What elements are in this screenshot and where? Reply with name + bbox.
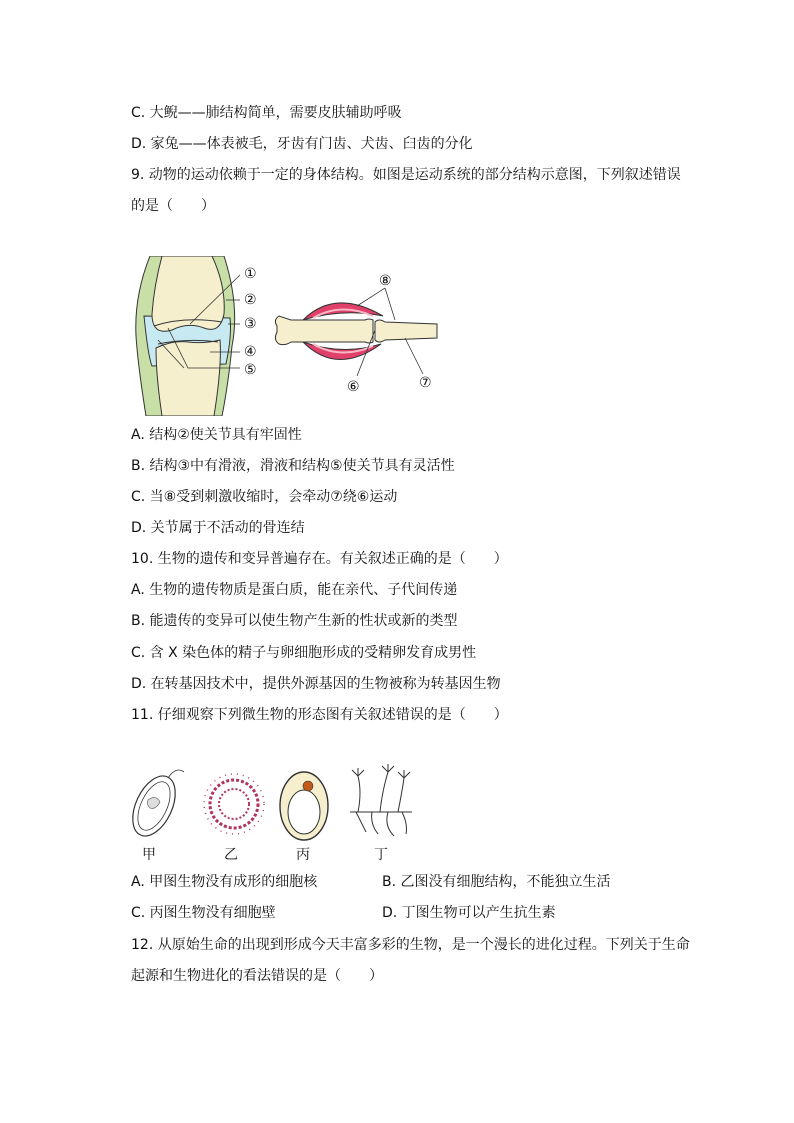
option-11c: C. 丙图生物没有细胞壁 [131,905,276,921]
muscle-label-7: ⑦ [419,375,432,391]
joint-label-1: ① [244,266,257,282]
mold-drawing [350,764,412,836]
joint-label-5: ⑤ [244,362,257,378]
question-12-stem-1: 12. 从原始生命的出现到形成今天丰富多彩的生物，是一个漫长的进化过程。下列关于生命 [131,937,690,953]
option-9c: C. 当⑧受到刺激收缩时，会牵动⑦绕⑥运动 [131,489,398,505]
joint-label-4: ④ [244,344,257,360]
option-11d: D. 丁图生物可以产生抗生素 [382,905,556,921]
microbe-diagram [126,762,426,842]
microbe-figure [126,762,426,866]
bacterium-drawing [126,769,184,842]
option-10b: B. 能遗传的变异可以使生物产生新的性状或新的类型 [131,613,458,629]
joint-figure [128,256,273,416]
question-12-stem-2: 起源和生物进化的看法错误的是（ ） [131,968,383,984]
forearm-bone [375,320,437,342]
option-9a: A. 结构②使关节具有牢固性 [131,427,302,443]
option-11a: A. 甲图生物没有成形的细胞核 [131,874,318,890]
muscle-label-6: ⑥ [347,379,360,395]
option-10c: C. 含 X 染色体的精子与卵细胞形成的受精卵发育成男性 [131,645,477,661]
option-11b: B. 乙图没有细胞结构，不能独立生活 [382,874,611,890]
microbe-caption-bing: 丙 [296,847,310,863]
microbe-caption-yi: 乙 [224,847,238,863]
question-10-stem: 10. 生物的遗传和变异普遍存在。有关叙述正确的是（ ） [131,551,508,567]
joint-socket-bone [156,340,220,416]
question-9-stem-1: 9. 动物的运动依赖于一定的身体结构。如图是运动系统的部分结构示意图，下列叙述错误 [131,167,681,183]
option-9d: D. 关节属于不活动的骨连结 [131,520,305,536]
yeast-drawing [280,772,328,840]
upper-arm-bone [275,316,373,345]
muscle-figure [273,268,443,396]
microbe-caption-ding: 丁 [374,847,388,863]
option-9b: B. 结构③中有滑液，滑液和结构⑤使关节具有灵活性 [131,458,455,474]
option-10a: A. 生物的遗传物质是蛋白质，能在亲代、子代间传递 [131,582,458,598]
question-9-stem-2: 的是（ ） [131,198,215,214]
virus-drawing [204,774,264,834]
option-10d: D. 在转基因技术中，提供外源基因的生物被称为转基因生物 [131,676,501,692]
joint-label-2: ② [244,292,257,308]
line-q8d: D. 家兔——体表被毛，牙齿有门齿、犬齿、臼齿的分化 [131,136,473,152]
line-q8c: C. 大鲵——肺结构简单，需要皮肤辅助呼吸 [131,105,402,121]
microbe-caption-jia: 甲 [142,847,156,863]
muscle-diagram [273,268,443,396]
joint-label-3: ③ [244,316,257,332]
question-11-stem: 11. 仔细观察下列微生物的形态图有关叙述错误的是（ ） [131,707,508,723]
muscle-label-8: ⑧ [379,273,392,289]
